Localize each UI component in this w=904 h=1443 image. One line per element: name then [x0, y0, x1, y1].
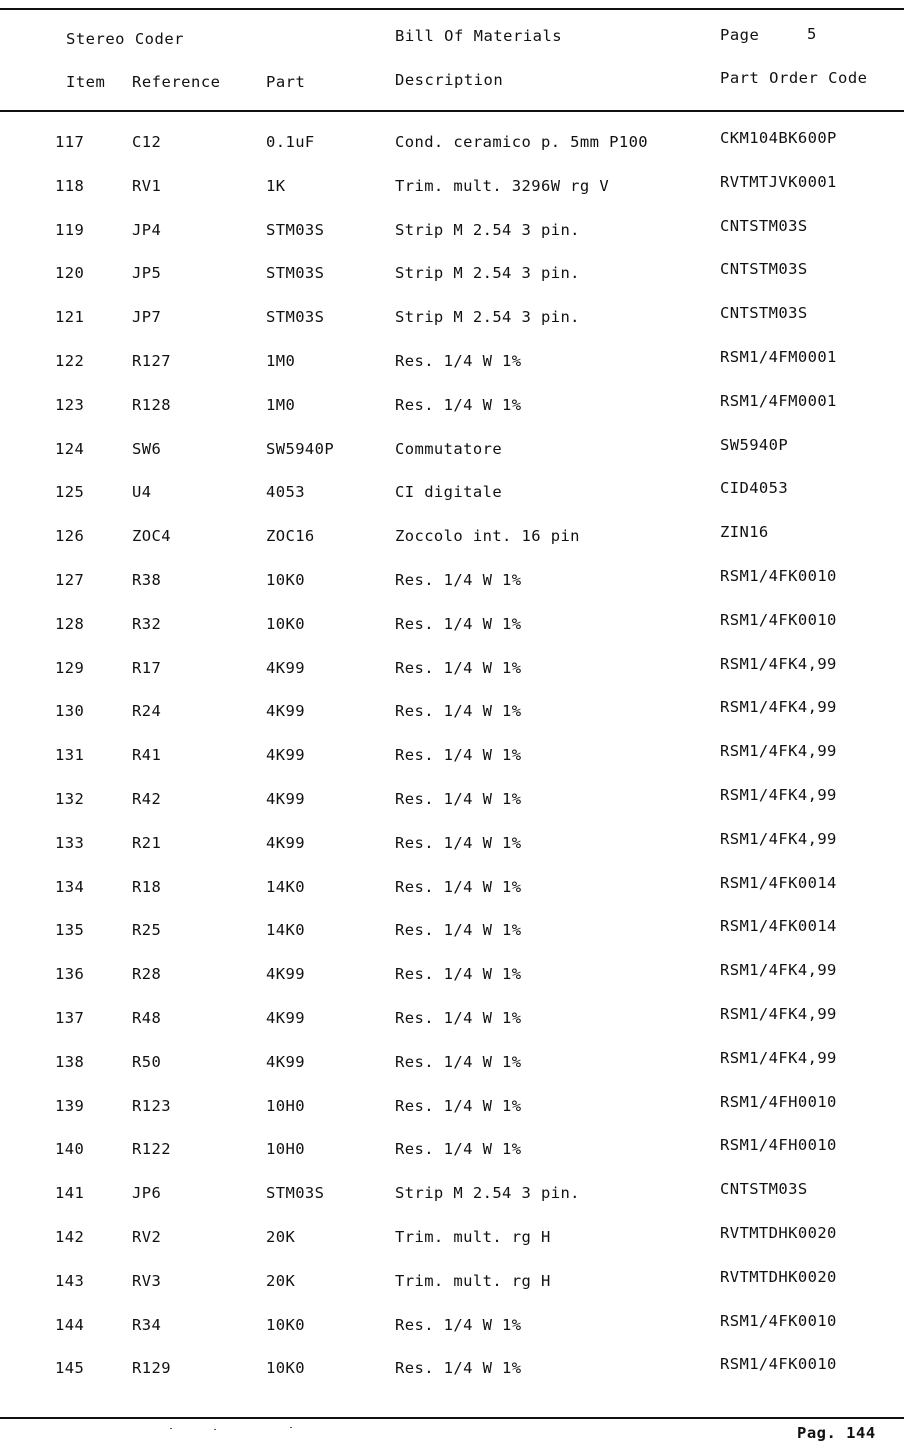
part-cell: 1M0 [266, 395, 296, 414]
reference-cell: R17 [132, 658, 162, 677]
column-header-part: Part [266, 73, 306, 91]
item-cell: 119 [55, 220, 85, 239]
table-row [0, 261, 904, 305]
part-cell: 4K99 [266, 746, 305, 765]
part-cell: 4K99 [266, 702, 305, 721]
item-cell: 133 [55, 833, 85, 852]
description-cell: Strip M 2.54 3 pin. [395, 1184, 580, 1203]
reference-cell: R24 [132, 702, 162, 721]
reference-cell: RV3 [132, 1271, 162, 1290]
reference-cell: R123 [132, 1096, 171, 1115]
description-cell: Trim. mult. 3296W rg V [395, 176, 610, 195]
table-row [0, 656, 904, 700]
table-row [0, 524, 904, 568]
reference-cell: R32 [132, 614, 162, 633]
reference-cell: R122 [132, 1140, 171, 1159]
reference-cell: R38 [132, 570, 162, 589]
description-cell: Res. 1/4 W 1% [395, 702, 522, 721]
description-cell: Res. 1/4 W 1% [395, 570, 522, 589]
reference-cell: JP5 [132, 264, 162, 283]
description-cell: Strip M 2.54 3 pin. [395, 220, 580, 239]
document-type: Bill Of Materials [395, 27, 563, 45]
reference-cell: U4 [132, 483, 152, 502]
item-cell: 127 [55, 570, 85, 589]
order-code-cell: RSM1/4FM0001 [720, 391, 837, 410]
part-cell: 14K0 [266, 877, 305, 896]
item-cell: 134 [55, 877, 85, 896]
table-row [0, 174, 904, 218]
part-cell: STM03S [266, 1184, 325, 1203]
table-row [0, 1356, 904, 1400]
item-cell: 140 [55, 1140, 85, 1159]
table-row [0, 962, 904, 1006]
table-row [0, 305, 904, 349]
reference-cell: R34 [132, 1315, 162, 1334]
description-cell: Res. 1/4 W 1% [395, 877, 522, 896]
table-row [0, 1313, 904, 1357]
item-cell: 122 [55, 351, 85, 370]
part-cell: SW5940P [266, 439, 335, 458]
description-cell: Res. 1/4 W 1% [395, 1008, 522, 1027]
description-cell: Res. 1/4 W 1% [395, 1140, 522, 1159]
description-cell: Res. 1/4 W 1% [395, 658, 522, 677]
order-code-cell: RSM1/4FK0014 [720, 917, 837, 936]
reference-cell: R127 [132, 351, 171, 370]
description-cell: Res. 1/4 W 1% [395, 833, 522, 852]
description-cell: Res. 1/4 W 1% [395, 965, 522, 984]
order-code-cell: SW5940P [720, 435, 789, 454]
item-cell: 118 [55, 176, 85, 195]
item-cell: 117 [55, 133, 85, 151]
reference-cell: C12 [132, 133, 162, 151]
bottom-rule [0, 1417, 904, 1419]
part-cell: 4K99 [266, 1052, 305, 1071]
description-cell: Res. 1/4 W 1% [395, 746, 522, 765]
top-rule [0, 8, 904, 10]
reference-cell: R48 [132, 1008, 162, 1027]
order-code-cell: RSM1/4FK4,99 [720, 961, 837, 980]
order-code-cell: RSM1/4FK4,99 [720, 698, 837, 717]
table-row [0, 699, 904, 743]
reference-cell: R28 [132, 965, 162, 984]
item-cell: 141 [55, 1184, 85, 1203]
description-cell: Strip M 2.54 3 pin. [395, 308, 580, 327]
part-cell: ZOC16 [266, 527, 315, 546]
description-cell: CI digitale [395, 483, 503, 502]
column-header-description: Description [395, 71, 504, 89]
part-cell: 4K99 [266, 833, 305, 852]
item-cell: 136 [55, 965, 85, 984]
item-cell: 129 [55, 658, 85, 677]
table-row [0, 218, 904, 262]
part-cell: STM03S [266, 220, 325, 239]
reference-cell: RV2 [132, 1227, 162, 1246]
part-cell: 4K99 [266, 1008, 305, 1027]
table-row [0, 1181, 904, 1225]
description-cell: Res. 1/4 W 1% [395, 395, 522, 414]
order-code-cell: CNTSTM03S [720, 304, 808, 323]
item-cell: 131 [55, 746, 85, 765]
description-cell: Trim. mult. rg H [395, 1271, 551, 1290]
footer-page-number: Pag. 144 [797, 1424, 876, 1442]
item-cell: 128 [55, 614, 85, 633]
column-header-item: Item [66, 73, 106, 91]
table-row [0, 349, 904, 393]
scan-specks [0, 1426, 400, 1432]
table-row [0, 1006, 904, 1050]
description-cell: Res. 1/4 W 1% [395, 1315, 522, 1334]
reference-cell: R129 [132, 1359, 171, 1378]
part-cell: STM03S [266, 264, 325, 283]
item-cell: 126 [55, 527, 85, 546]
reference-cell: R50 [132, 1052, 162, 1071]
reference-cell: SW6 [132, 439, 162, 458]
table-row [0, 1137, 904, 1181]
page-number: 5 [807, 25, 817, 43]
order-code-cell: RSM1/4FK0010 [720, 566, 837, 585]
reference-cell: JP7 [132, 308, 162, 327]
reference-cell: JP6 [132, 1184, 162, 1203]
item-cell: 121 [55, 308, 85, 327]
description-cell: Cond. ceramico p. 5mm P100 [395, 133, 649, 151]
order-code-cell: RSM1/4FK4,99 [720, 785, 837, 804]
part-cell: 10K0 [266, 1315, 305, 1334]
item-cell: 138 [55, 1052, 85, 1071]
item-cell: 135 [55, 921, 85, 940]
description-cell: Trim. mult. rg H [395, 1227, 551, 1246]
table-row [0, 875, 904, 919]
table-row [0, 1269, 904, 1313]
order-code-cell: RSM1/4FK4,99 [720, 1048, 837, 1067]
column-header-reference: Reference [132, 73, 221, 91]
table-row [0, 1050, 904, 1094]
table-row [0, 130, 904, 174]
order-code-cell: RSM1/4FK4,99 [720, 1004, 837, 1023]
description-cell: Res. 1/4 W 1% [395, 789, 522, 808]
part-cell: 4053 [266, 483, 305, 502]
part-cell: 20K [266, 1271, 296, 1290]
item-cell: 143 [55, 1271, 85, 1290]
column-header-order-code: Part Order Code [720, 69, 868, 87]
reference-cell: R18 [132, 877, 162, 896]
order-code-cell: RSM1/4FK0010 [720, 1355, 837, 1374]
order-code-cell: RSM1/4FK4,99 [720, 829, 837, 848]
description-cell: Commutatore [395, 439, 503, 458]
table-row [0, 787, 904, 831]
part-cell: 20K [266, 1227, 296, 1246]
reference-cell: ZOC4 [132, 527, 171, 546]
part-cell: 1K [266, 176, 286, 195]
document-name: Stereo Coder [66, 30, 184, 48]
table-row [0, 831, 904, 875]
part-cell: 4K99 [266, 658, 305, 677]
table-row [0, 480, 904, 524]
order-code-cell: RVTMTDHK0020 [720, 1267, 837, 1286]
part-cell: STM03S [266, 308, 325, 327]
description-cell: Res. 1/4 W 1% [395, 1359, 522, 1378]
bom-table-body [0, 130, 904, 1400]
reference-cell: R25 [132, 921, 162, 940]
item-cell: 144 [55, 1315, 85, 1334]
order-code-cell: RVTMTJVK0001 [720, 172, 837, 191]
order-code-cell: RSM1/4FM0001 [720, 347, 837, 366]
table-row [0, 568, 904, 612]
reference-cell: R42 [132, 789, 162, 808]
description-cell: Strip M 2.54 3 pin. [395, 264, 580, 283]
description-cell: Res. 1/4 W 1% [395, 614, 522, 633]
table-row [0, 918, 904, 962]
order-code-cell: RSM1/4FK0010 [720, 1311, 837, 1330]
order-code-cell: RSM1/4FH0010 [720, 1092, 837, 1111]
order-code-cell: RSM1/4FK4,99 [720, 742, 837, 761]
order-code-cell: RSM1/4FK4,99 [720, 654, 837, 673]
part-cell: 0.1uF [266, 133, 315, 151]
order-code-cell: CNTSTM03S [720, 216, 808, 235]
item-cell: 139 [55, 1096, 85, 1115]
table-row [0, 1225, 904, 1269]
description-cell: Res. 1/4 W 1% [395, 921, 522, 940]
table-row [0, 612, 904, 656]
order-code-cell: CID4053 [720, 479, 789, 498]
order-code-cell: CNTSTM03S [720, 1180, 808, 1199]
reference-cell: RV1 [132, 176, 162, 195]
part-cell: 10K0 [266, 614, 305, 633]
reference-cell: R41 [132, 746, 162, 765]
order-code-cell: RSM1/4FK0010 [720, 610, 837, 629]
table-row [0, 1094, 904, 1138]
item-cell: 130 [55, 702, 85, 721]
item-cell: 125 [55, 483, 85, 502]
part-cell: 1M0 [266, 351, 296, 370]
part-cell: 10H0 [266, 1096, 305, 1115]
table-row [0, 393, 904, 437]
part-cell: 14K0 [266, 921, 305, 940]
order-code-cell: RVTMTDHK0020 [720, 1223, 837, 1242]
part-cell: 4K99 [266, 789, 305, 808]
order-code-cell: ZIN16 [720, 523, 769, 542]
description-cell: Res. 1/4 W 1% [395, 1052, 522, 1071]
description-cell: Res. 1/4 W 1% [395, 1096, 522, 1115]
part-cell: 10K0 [266, 570, 305, 589]
order-code-cell: RSM1/4FH0010 [720, 1136, 837, 1155]
item-cell: 123 [55, 395, 85, 414]
reference-cell: R128 [132, 395, 171, 414]
page-label: Page [720, 26, 760, 44]
item-cell: 145 [55, 1359, 85, 1378]
item-cell: 137 [55, 1008, 85, 1027]
part-cell: 10K0 [266, 1359, 305, 1378]
header-rule [0, 110, 904, 112]
reference-cell: R21 [132, 833, 162, 852]
reference-cell: JP4 [132, 220, 162, 239]
order-code-cell: RSM1/4FK0014 [720, 873, 837, 892]
item-cell: 120 [55, 264, 85, 283]
description-cell: Res. 1/4 W 1% [395, 351, 522, 370]
part-cell: 4K99 [266, 965, 305, 984]
part-cell: 10H0 [266, 1140, 305, 1159]
order-code-cell: CNTSTM03S [720, 260, 808, 279]
item-cell: 132 [55, 789, 85, 808]
order-code-cell: CKM104BK600P [720, 129, 837, 147]
table-row [0, 743, 904, 787]
description-cell: Zoccolo int. 16 pin [395, 527, 580, 546]
table-row [0, 437, 904, 481]
item-cell: 142 [55, 1227, 85, 1246]
item-cell: 124 [55, 439, 85, 458]
